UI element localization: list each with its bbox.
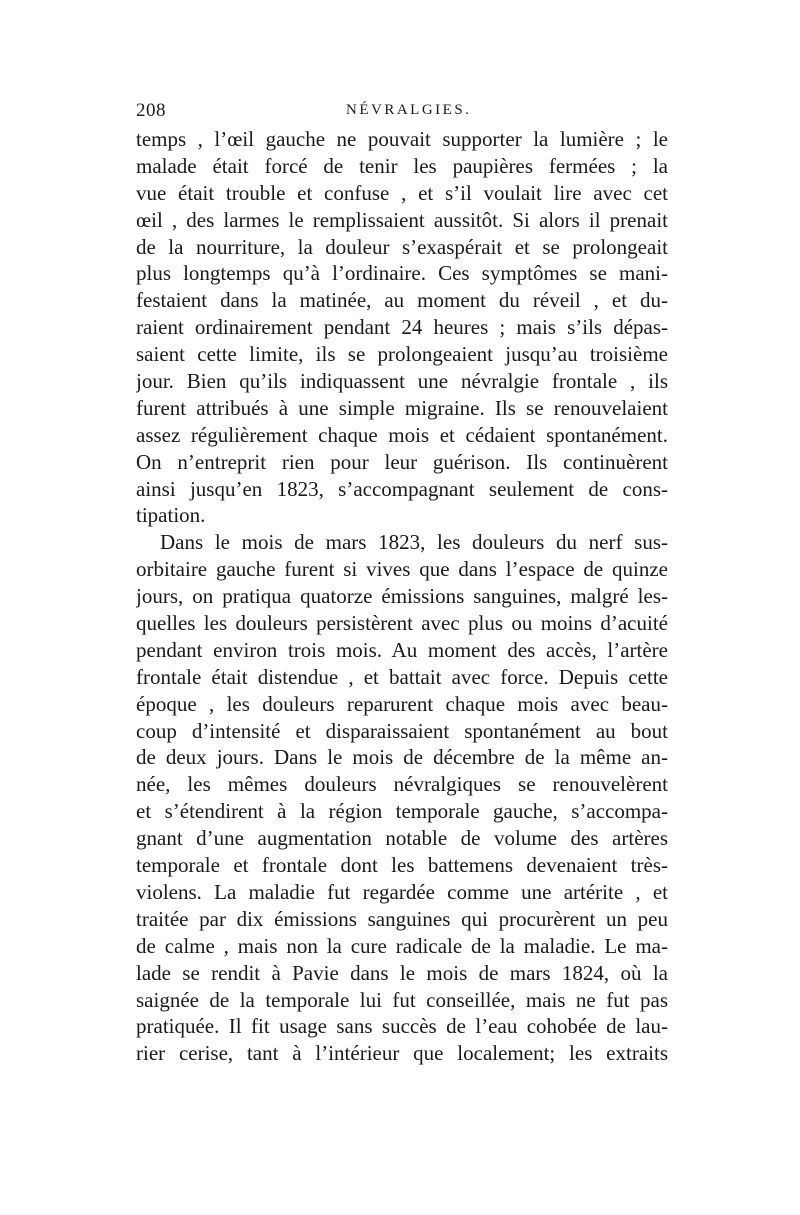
text-line: de deux jours. Dans le mois de décembre de la même an-	[136, 745, 668, 770]
running-head	[136, 100, 668, 124]
text-line: et s’étendirent à la région temporale gauche, s’accompa-	[136, 799, 668, 824]
page-number: 208	[136, 100, 166, 121]
text-line: lade se rendit à Pavie dans le mois de mars 1824, où la	[136, 960, 668, 985]
text-line: assez régulièrement chaque mois et cédaient spontanément.	[136, 422, 668, 447]
text-line: raient ordinairement pendant 24 heures ; mais s’ils dépas-	[136, 315, 668, 340]
text-line: gnant d’une augmentation notable de volume des artères	[136, 826, 668, 851]
text-line: furent attribués à une simple migraine. Ils se renouvelaient	[136, 395, 668, 420]
text-line: quelles les douleurs persistèrent avec plus ou moins d’acuité	[136, 611, 668, 636]
text-line: frontale était distendue , et battait avec force. Depuis cette	[136, 664, 668, 689]
running-title: NÉVRALGIES.	[346, 102, 472, 118]
text-line: malade était forcé de tenir les paupières fermées ; la	[136, 153, 668, 178]
text-line: vue était trouble et confuse , et s’il voulait lire avec cet	[136, 180, 668, 205]
text-line: On n’entreprit rien pour leur guérison. Ils continuèrent	[136, 449, 668, 474]
text-line: jour. Bien qu’ils indiquassent une névralgie frontale , ils	[136, 369, 668, 394]
text-line: ainsi jusqu’en 1823, s’accompagnant seulement de cons-	[136, 476, 668, 501]
text-line: jours, on pratiqua quatorze émissions sanguines, malgré les-	[136, 584, 668, 609]
text-line: plus longtemps qu’à l’ordinaire. Ces symptômes se mani-	[136, 261, 668, 286]
text-line: temps , l’œil gauche ne pouvait supporter la lumière ; le	[136, 127, 668, 151]
text-line: pendant environ trois mois. Au moment des accès, l’artère	[136, 637, 668, 662]
text-line: traitée par dix émissions sanguines qui procurèrent un peu	[136, 906, 668, 931]
text-line: tipation.	[136, 503, 206, 528]
text-line: saignée de la temporale lui fut conseillée, mais ne fut pas	[136, 987, 668, 1012]
text-line: violens. La maladie fut regardée comme une artérite , et	[136, 879, 668, 904]
text-line: de calme , mais non la cure radicale de la maladie. Le ma-	[136, 933, 668, 958]
text-line: festaient dans la matinée, au moment du réveil , et du-	[136, 288, 668, 313]
text-line: orbitaire gauche furent si vives que dans l’espace de quinze	[136, 557, 668, 582]
text-line: Dans le mois de mars 1823, les douleurs du nerf sus-	[160, 530, 668, 555]
text-line: pratiquée. Il fit usage sans succès de l’eau cohobée de lau-	[136, 1014, 668, 1039]
text-line: œil , des larmes le remplissaient aussitôt. Si alors il prenait	[136, 207, 668, 232]
body-text	[136, 126, 668, 1067]
text-line: temporale et frontale dont les battemens devenaient très-	[136, 853, 668, 878]
text-line: rier cerise, tant à l’intérieur que localement; les extraits	[136, 1041, 668, 1066]
text-line: saient cette limite, ils se prolongeaient jusqu’au troisième	[136, 342, 668, 367]
text-line: née, les mêmes douleurs névralgiques se renouvelèrent	[136, 772, 668, 797]
text-line: époque , les douleurs reparurent chaque mois avec beau-	[136, 691, 668, 716]
text-line: coup d’intensité et disparaissaient spontanément au bout	[136, 718, 668, 743]
text-line: de la nourriture, la douleur s’exaspérait et se prolongeait	[136, 234, 668, 259]
